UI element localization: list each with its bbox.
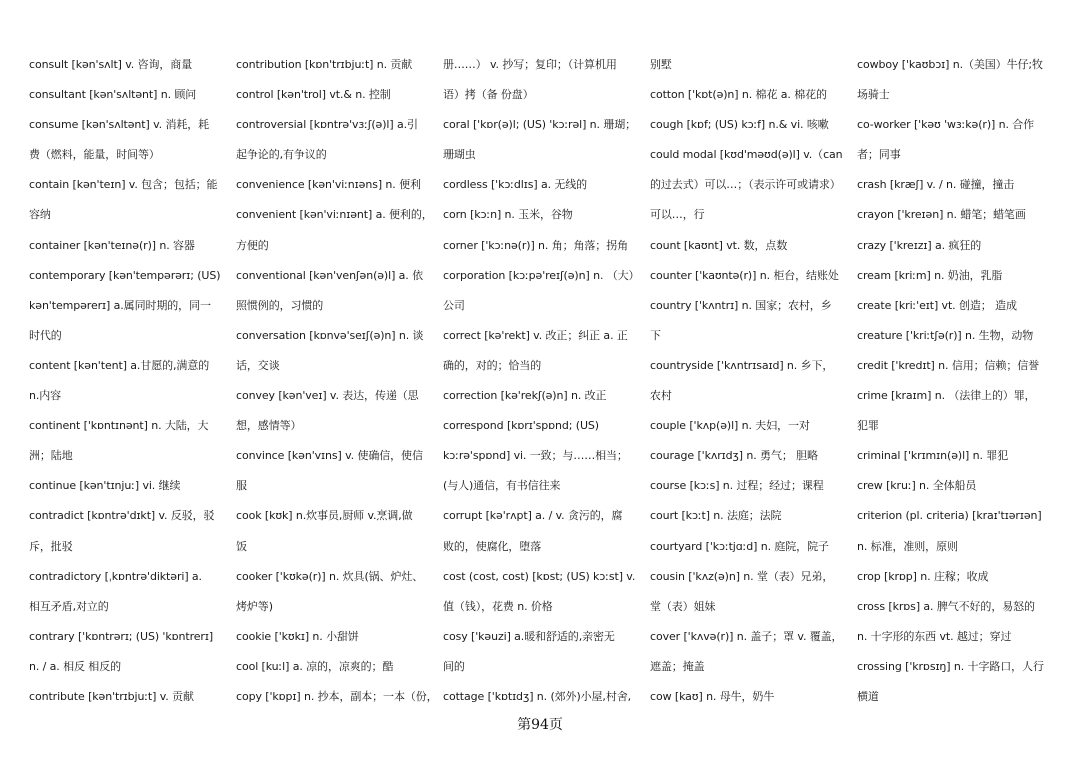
entry-line: consultant [kən'sʌltənt] n. 顾问 [29,88,197,102]
entry-line: criterion (pl. criteria) [kraɪ'tɪərɪən] [857,509,1042,523]
entry-line: coral ['kɒr(ə)l; (US) 'kɔːrəl] n. 珊瑚； [443,118,637,132]
entry-line: crime [kraɪm] n. （法律上的）罪， [857,389,1036,403]
entry-line: 斥，批驳 [29,539,73,553]
entry-line: corporation [kɔːpə'reɪʃ(ə)n] n. （大） [443,268,640,282]
entry-line: 起争论的,有争议的 [236,148,327,162]
column-5 [857,50,1064,712]
entry-line: contradict [kɒntrə'dɪkt] v. 反驳，驳 [29,509,215,523]
entry-line: 饭 [236,539,247,553]
entry-line: cough [kɒf; (US) kɔːf] n.& vi. 咳嗽 [650,118,829,132]
entry-line: 册……） v. 抄写；复印；（计算机用 [443,58,617,71]
entry-line: cost (cost, cost) [kɒst; (US) kɔːst] v. [443,569,636,583]
entry-line: court [kɔːt] n. 法庭；法院 [650,509,782,523]
column-4 [650,50,857,712]
entry-line: contain [kən'teɪn] v. 包含；包括；能 [29,178,218,192]
entry-line: cow [kaʊ] n. 母牛，奶牛 [650,689,775,703]
entry-line: cousin ['kʌz(ə)n] n. 堂（表）兄弟， [650,569,834,583]
entry-line: 可以…，行 [650,208,705,222]
entry-line: creature ['kriːtʃə(r)] n. 生物，动物 [857,328,1034,342]
entry-line: cream [kriːm] n. 奶油，乳脂 [857,268,1003,282]
entry-line: 下 [650,328,661,342]
entry-line: 场骑士 [857,88,890,102]
entry-line: cottage ['kɒtɪdʒ] n. (郊外)小屋,村舍, [443,689,632,703]
entry-line: 烤炉等) [236,599,273,613]
entry-line: couple ['kʌp(ə)l] n. 夫妇，一对 [650,419,810,433]
entry-line: n.内容 [29,389,62,403]
entry-line: corn [kɔːn] n. 玉米，谷物 [443,208,573,222]
entry-line: cowboy ['kaʊbɔɪ] n.（美国）牛仔;牧 [857,58,1043,71]
entry-line: cook [kʊk] n.炊事员,厨师 v.烹调,做 [236,509,413,523]
entry-line: 间的 [443,659,465,673]
column-2 [236,50,443,712]
entry-line: convenience [kən'viːnɪəns] n. 便利 [236,178,421,192]
entry-line: could modal [kʊd'məʊd(ə)l] v.（can [650,148,843,162]
page-number: 第94页 [517,717,563,733]
entry-line: convince [kən'vɪns] v. 使确信，使信 [236,449,423,463]
entry-line: 时代的 [29,328,62,342]
entry-line: container [kən'teɪnə(r)] n. 容器 [29,238,195,252]
entry-line: credit ['kredɪt] n. 信用；信赖；信誉 [857,358,1040,372]
entry-line: 农村 [650,389,672,403]
entry-line: courage ['kʌrɪdʒ] n. 勇气； 胆略 [650,449,818,463]
entry-line: cookie ['kʊkɪ] n. 小甜饼 [236,629,359,643]
entry-line: count [kaʊnt] vt. 数，点数 [650,238,788,252]
entry-line: 确的，对的；恰当的 [443,358,542,372]
entry-line: copy ['kɒpɪ] n. 抄本，副本；一本（份， [236,689,438,703]
entry-line: contradictory [ˌkɒntrə'diktəri] a. [29,569,202,583]
entry-line: consult [kən'sʌlt] v. 咨询，商量 [29,58,193,71]
entry-line: 败的，使腐化，堕落 [443,539,542,553]
entry-line: conventional [kən'venʃən(ə)l] a. 依 [236,268,424,282]
entry-line: 想，感情等） [236,419,302,433]
entry-line: 费（燃料，能量，时间等） [29,148,160,162]
entry-line: 横道 [857,689,879,703]
entry-line: cotton ['kɒt(ə)n] n. 棉花 a. 棉花的 [650,88,827,102]
entry-line: kən'tempərerɪ] a.属同时期的，同一 [29,298,211,312]
entry-line: co-worker ['kəʊ 'wɜːkə(r)] n. 合作 [857,118,1035,132]
entry-line: 遮盖；掩盖 [650,659,705,673]
entry-line: content [kən'tent] a.甘愿的,满意的 [29,358,210,372]
entry-line: controversial [kɒntrə'vɜːʃ(ə)l] a.引 [236,118,418,132]
entry-line: 的过去式）可以…；（表示许可或请求） [650,178,841,192]
entry-line: correspond [kɒrɪ'spɒnd; (US) [443,419,599,433]
entry-line: 服 [236,479,247,493]
entry-line: cordless ['kɔːdlɪs] a. 无线的 [443,178,588,192]
column-3 [443,50,650,712]
entry-line: conversation [kɒnvə'seɪʃ(ə)n] n. 谈 [236,328,424,342]
entry-line: contrary ['kɒntrərɪ; (US) 'kɒntrerɪ] [29,629,214,643]
entry-line: cool [kuːl] a. 凉的，凉爽的；酷 [236,659,394,673]
entry-line: 犯罪 [857,419,879,433]
entry-line: country ['kʌntrɪ] n. 国家；农村，乡 [650,298,832,312]
entry-line: (与人)通信，有书信往来 [443,479,561,493]
entry-line: crayon ['kreɪən] n. 蜡笔；蜡笔画 [857,208,1026,222]
entry-line: crop [krɒp] n. 庄稼；收成 [857,569,989,583]
entry-line: 珊瑚虫 [443,148,476,162]
entry-line: 话，交谈 [236,358,280,372]
entry-line: 语）拷（备 份盘） [443,88,534,102]
entry-line: n. 标准，准则，原则 [857,539,958,553]
entry-line: corner ['kɔːnə(r)] n. 角；角落；拐角 [443,238,628,252]
entry-line: convenient [kən'viːnɪənt] a. 便利的， [236,208,433,222]
entry-line: contribute [kən'trɪbjuːt] v. 贡献 [29,689,194,703]
entry-line: n. / a. 相反 相反的 [29,659,121,673]
entry-line: crew [kruː] n. 全体船员 [857,479,977,493]
entry-line: crossing ['krɒsɪŋ] n. 十字路口，人行 [857,659,1044,673]
entry-line: corrupt [kə'rʌpt] a. / v. 贪污的，腐 [443,509,623,523]
entry-line: continent ['kɒntɪnənt] n. 大陆，大 [29,419,209,433]
columns [29,50,1064,712]
entry-line: crazy ['kreɪzɪ] a. 疯狂的 [857,238,982,252]
entry-line: courtyard ['kɔːtjɑːd] n. 庭院，院子 [650,539,829,553]
entry-line: 方便的 [236,238,269,252]
entry-line: control [kən'trol] vt.& n. 控制 [236,88,391,102]
entry-line: 堂（表）姐妹 [650,599,716,613]
entry-line: countryside ['kʌntrɪsaɪd] n. 乡下， [650,358,834,372]
entry-line: n. 十字形的东西 vt. 越过；穿过 [857,629,1012,643]
entry-line: 相互矛盾,对立的 [29,599,109,613]
entry-line: 照惯例的，习惯的 [236,298,324,312]
entry-line: consume [kən'sʌltənt] v. 消耗，耗 [29,118,210,132]
entry-line: create [kriː'eɪt] vt. 创造； 造成 [857,298,1017,312]
column-1 [29,50,236,712]
entry-line: kɔːrə'spɒnd] vi. 一致；与……相当； [443,449,628,463]
entry-line: correction [kə'rekʃ(ə)n] n. 改正 [443,389,607,403]
entry-line: 容纳 [29,208,51,222]
entry-line: 公司 [443,298,465,312]
entry-line: correct [kə'rekt] v. 改正；纠正 a. 正 [443,328,628,342]
entry-line: cover ['kʌvə(r)] n. 盖子；罩 v. 覆盖， [650,629,843,643]
entry-line: counter ['kaʊntə(r)] n. 柜台，结账处 [650,268,839,282]
entry-line: 者；同事 [857,148,901,162]
entry-line: 洲；陆地 [29,449,73,463]
entry-line: cooker ['kʊkə(r)] n. 炊具(锅、炉灶、 [236,569,424,583]
entry-line: 值（钱），花费 n. 价格 [443,599,553,613]
entry-line: contemporary [kən'tempərərɪ; (US) [29,268,221,282]
entry-line: crash [kræʃ] v. / n. 碰撞，撞击 [857,178,1015,192]
entry-line: contribution [kɒn'trɪbjuːt] n. 贡献 [236,58,413,71]
entry-line: convey [kən'veɪ] v. 表达，传递（思 [236,389,419,403]
entry-line: cosy ['kəuzi] a.暖和舒适的,亲密无 [443,629,615,643]
entry-line: continue [kən'tɪnjuː] vi. 继续 [29,479,181,493]
entry-line: cross [krɒs] a. 脾气不好的，易怒的 [857,599,1035,613]
entry-line: 别墅 [650,58,672,71]
entry-line: criminal ['krɪmɪn(ə)l] n. 罪犯 [857,449,1009,463]
entry-line: course [kɔːs] n. 过程；经过；课程 [650,479,824,493]
